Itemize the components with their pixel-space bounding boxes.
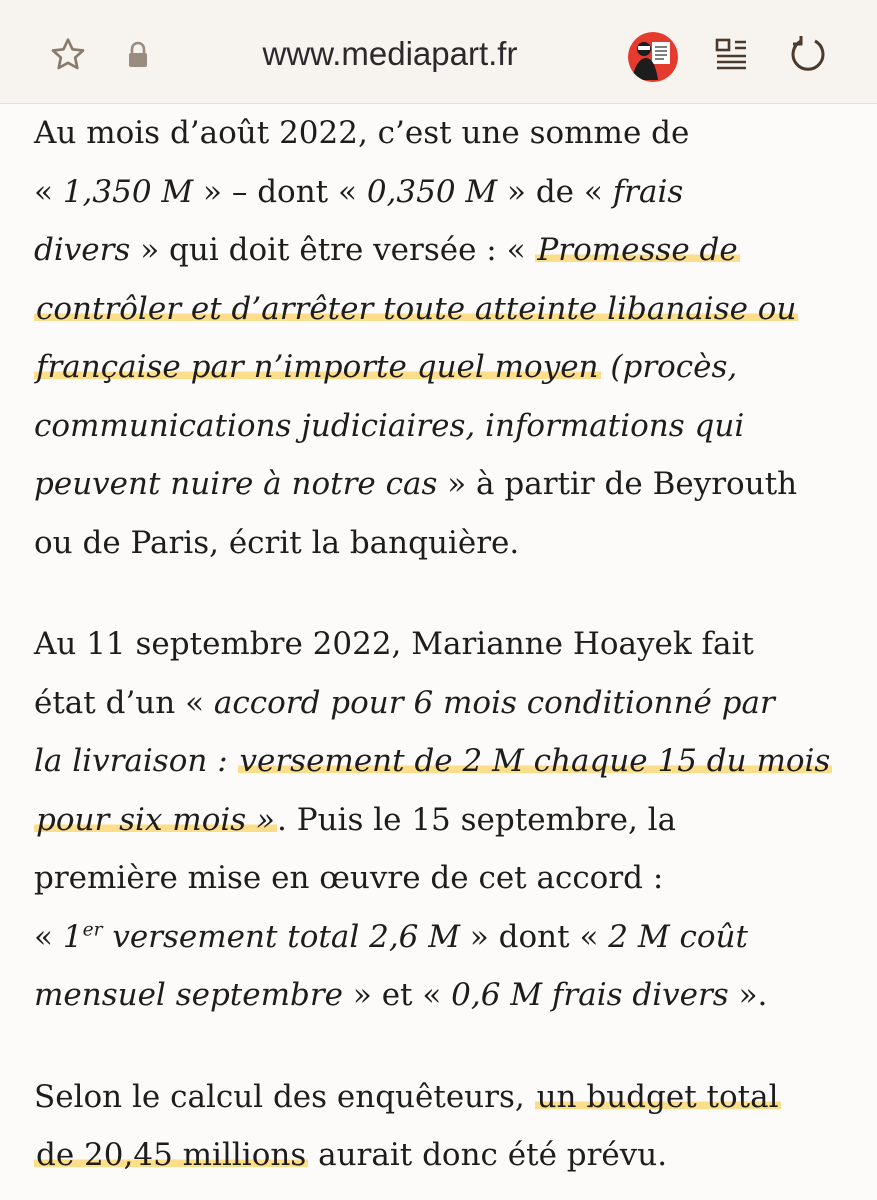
text-line: pour six mois ». Puis le 15 septembre, la [36, 801, 677, 838]
text-line: Au mois d’août 2022, c’est une somme de [34, 115, 690, 151]
text-line: mensuel septembre » et « 0,6 M frais divers ». [34, 977, 768, 1013]
avatar[interactable] [628, 32, 678, 82]
paragraph [34, 615, 844, 1025]
text-line: première mise en œuvre de cet accord : [34, 860, 664, 896]
star-icon[interactable] [46, 33, 90, 77]
reader-mode-icon[interactable] [711, 34, 751, 74]
highlight: contrôler et d’arrêter toute atteinte libanaise ou [36, 290, 797, 327]
paragraph [34, 104, 844, 572]
text-line: « 1,350 M » – dont « 0,350 M » de « frais [34, 173, 684, 210]
text-line: française par n’importe quel moyen (procès, [36, 349, 738, 385]
lock-icon[interactable] [123, 38, 153, 72]
text-line: de 20,45 millions aurait donc été prévu. [36, 1137, 668, 1173]
url-bar[interactable]: www.mediapart.fr [262, 35, 518, 72]
text-line: peuvent nuire à notre cas » à partir de Beyrouth [34, 466, 798, 502]
text-line: la livraison : versement de 2 M chaque 15 du mois [34, 743, 831, 779]
highlight: un budget total [536, 1078, 779, 1115]
paragraph [34, 1068, 844, 1185]
browser-toolbar [0, 0, 877, 104]
highlight: de 20,45 millions [36, 1137, 307, 1173]
text-line: « 1er versement total 2,6 M » dont « 2 M coût [34, 918, 748, 955]
text-line: divers » qui doit être versée : « Promesse de [34, 232, 738, 268]
text-line: Au 11 septembre 2022, Marianne Hoayek fait [34, 626, 754, 662]
highlight: versement de 2 M chaque 15 du mois [239, 743, 831, 779]
highlight: française par n’importe quel moyen [36, 349, 599, 385]
text-line: ou de Paris, écrit la banquière. [34, 524, 520, 561]
highlight: pour six mois » [36, 801, 276, 838]
text-line [34, 280, 844, 339]
reload-icon[interactable] [785, 31, 831, 77]
highlight: Promesse de [537, 232, 738, 268]
text-line: Selon le calcul des enquêteurs, un budget total [34, 1078, 779, 1115]
text-line: communications judiciaires, informations qui [34, 407, 745, 444]
article-body [34, 104, 844, 1185]
text-line: état d’un « accord pour 6 mois conditionné par [34, 684, 775, 721]
